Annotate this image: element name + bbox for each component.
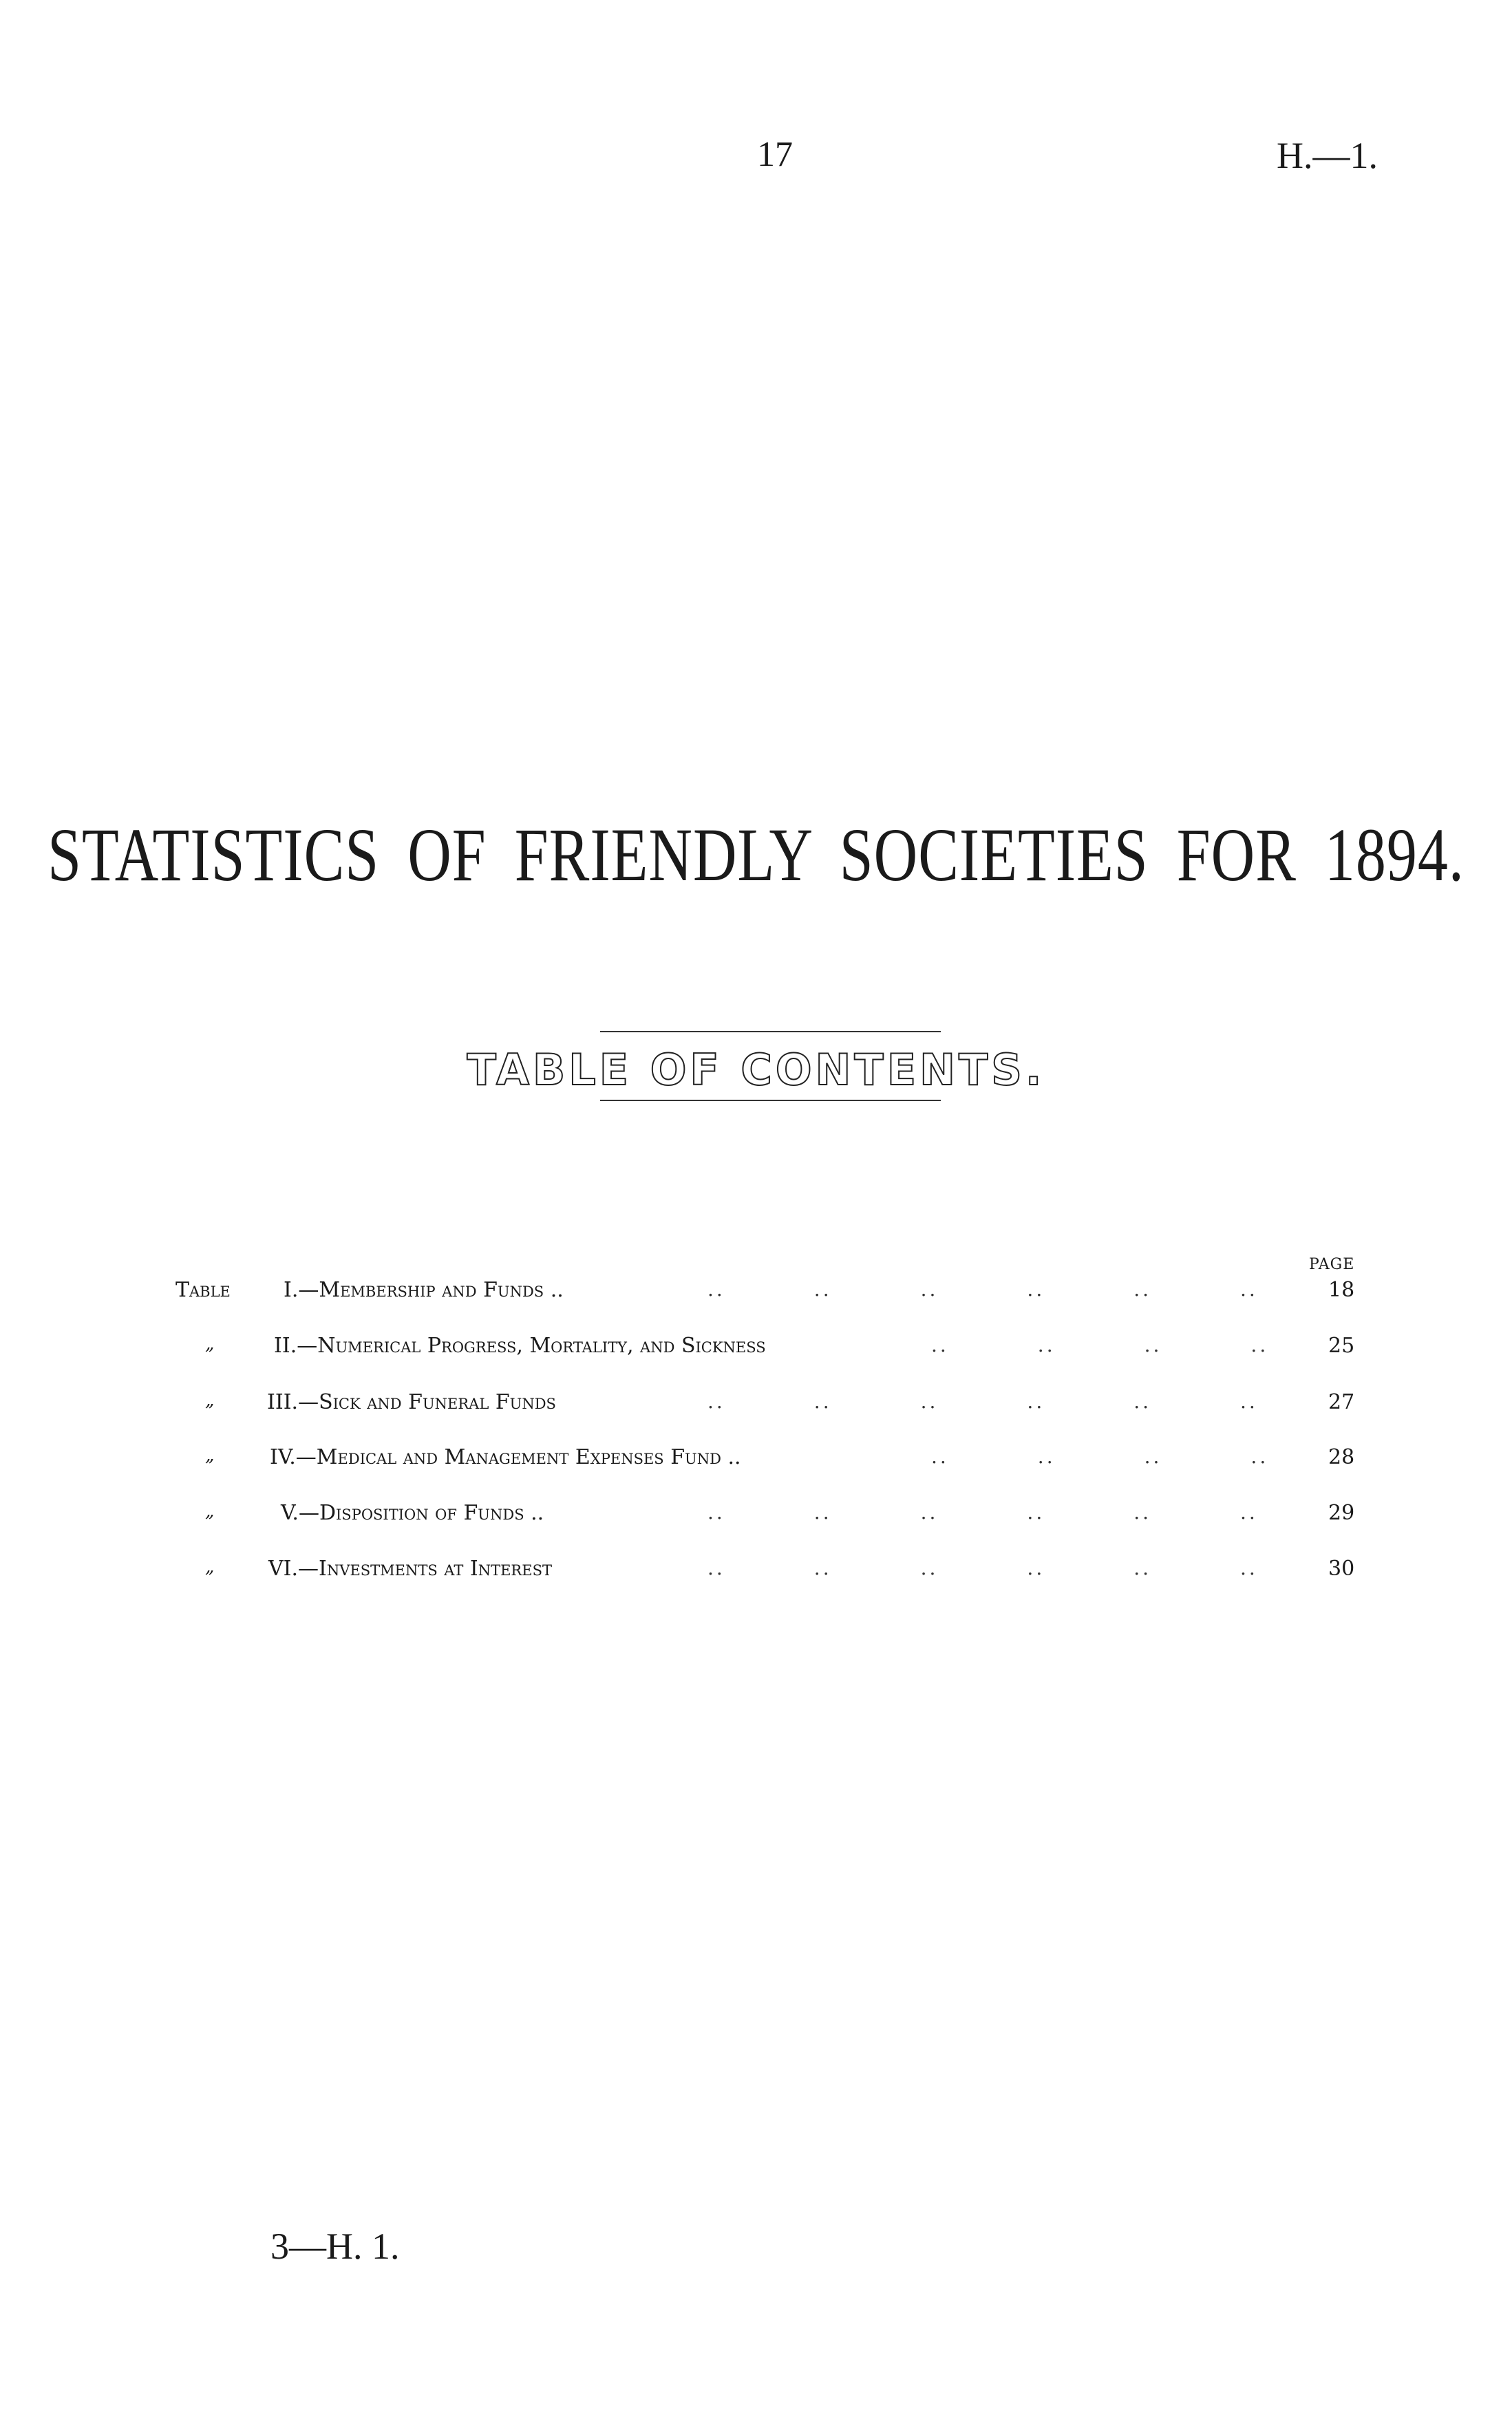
toc-entry-page: 29 (1328, 1501, 1355, 1525)
toc-entry-label: I.—Membership and Funds .. (284, 1278, 564, 1302)
toc-entry-1 (0, 1278, 1512, 1319)
toc-entry-2 (0, 1334, 1512, 1375)
dot-leaders: .. .. .. .. (931, 1445, 1269, 1468)
toc-heading: TABLE OF CONTENTS. (467, 1045, 1045, 1095)
toc-entry-label: VI.—Investments at Interest (268, 1557, 552, 1581)
dot-leaders: .. .. .. .. .. .. (707, 1278, 1258, 1301)
toc-entry-page: 18 (1328, 1278, 1355, 1302)
toc-entry-3 (0, 1390, 1512, 1431)
toc-entry-page: 25 (1328, 1334, 1355, 1358)
ditto-mark: „ (205, 1390, 215, 1411)
ditto-mark: „ (205, 1445, 215, 1466)
document-code: H.—1. (1277, 135, 1378, 176)
signature-mark: 3—H. 1. (270, 2226, 400, 2267)
toc-entry-label: II.—Numerical Progress, Mortality, and Sickness (274, 1334, 766, 1358)
toc-entry-page: 30 (1328, 1557, 1355, 1581)
toc-entry-page: 27 (1328, 1390, 1355, 1414)
page-number: 17 (757, 135, 793, 174)
toc-entry-prefix: Table (175, 1278, 231, 1302)
toc-entry-5 (0, 1501, 1512, 1542)
ditto-mark: „ (205, 1334, 215, 1354)
toc-entry-label: IV.—Medical and Management Expenses Fund .. (270, 1445, 741, 1469)
dot-leaders: .. .. .. .. .. .. (707, 1501, 1258, 1524)
toc-entry-label: V.—Disposition of Funds .. (281, 1501, 544, 1525)
toc-entry-4 (0, 1445, 1512, 1486)
dot-leaders: .. .. .. .. .. .. (707, 1557, 1258, 1579)
dot-leaders: .. .. .. .. .. .. (707, 1390, 1258, 1413)
ditto-mark: „ (205, 1557, 215, 1577)
page-column-label: PAGE (1309, 1256, 1355, 1273)
dot-leaders: .. .. .. .. (931, 1334, 1269, 1356)
toc-entry-label: III.—Sick and Funeral Funds (267, 1390, 556, 1414)
toc-entry-page: 28 (1328, 1445, 1355, 1469)
page-title: STATISTICS OF FRIENDLY SOCIETIES FOR 1894. (47, 813, 1465, 897)
ditto-mark: „ (205, 1501, 215, 1522)
toc-entry-6 (0, 1557, 1512, 1598)
